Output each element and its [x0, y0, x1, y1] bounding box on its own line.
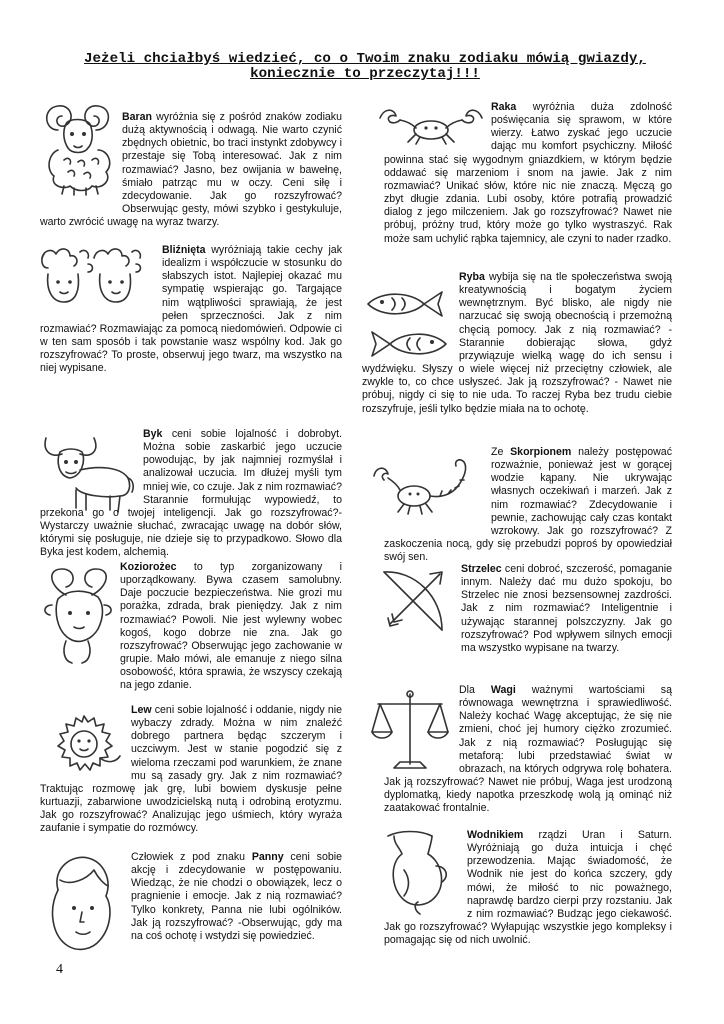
sign-text-blizneta: wyróżniają takie cechy jak idealizm i współczucie w stosunku do słabszych istot. Najlepiej okazać mu sympatię wspierając go. Targające nim wątpliwości sprawiają, że jest pełen sprzeczności. Jak z nim rozmawiać? Rozmawiając za pomocą niedomówień. Odpowie ci w ten sam sposób i tak powstanie wasz wspólny kod. Jak go rozszyfrować? To proste, obserwuj jego twarz, ma wszystko na niej wypisane. [40, 244, 342, 375]
sign-byk [40, 428, 342, 560]
title-line-1: Jeżeli chciałbyś wiedzieć, co o Twoim znaku zodiaku mówią gwiazdy, [84, 51, 646, 67]
sign-blizneta [40, 244, 342, 376]
sign-prefix-skorpion: Ze [491, 446, 511, 458]
sign-name-wodnik: Wodnikiem [467, 829, 524, 841]
page-title [40, 52, 690, 82]
sign-text-wodnik: rządzi Uran i Saturn. Wyróżniają go duża intuicja i chęć przewodzenia. Mając świadomość, że Wodnik nie jest do końca szczery, gdy mówi, że miłość to nic poważnego, naprawdę bardzo cierpi przy rozstaniu. Jak z nim rozmawiać? Budząc jego ciekawość. Jak go rozszyfrować? Wyłapując wszystkie jego kompleksy i pomagając się od nich uwolnić. [384, 829, 672, 947]
sign-prefix-panna: Człowiek z pod znaku [131, 851, 252, 863]
sign-wodnik [384, 829, 672, 947]
sign-baran-intro [40, 111, 342, 229]
page-number: 4 [56, 962, 63, 977]
sign-name-lew: Lew [131, 704, 152, 716]
sign-name-koziorozec: Koziorożec [120, 561, 177, 573]
sign-text-ryba: wybija się na tle społeczeństwa swoją kreatywnością i bogatym życiem wewnętrznym. Być blisko, ale nigdy nie narzucać się swoją obecnością i przemożną chęcią pomocy. Jak z nią rozmawiać? - Starannie dobierając słowa, gdyż przywiązuje wielką wagę do ich sensu i wydźwięku. Słyszy o wiele więcej niż przeciętny człowiek, ale zwykle to, co chce usłyszeć. Jak ją rozszyfrować? - Nawet nie próbuj, nigdy ci się to nie uda. To raczej Ryba bez trudu ciebie rozszyfruje, jeśli tylko będzie miała na to ochotę. [362, 271, 672, 415]
sign-text-byk: ceni sobie lojalność i dobrobyt. Można sobie zaskarbić jego uczucie powodując, by jak najmniej rozmyślał i analizował uczucia. Im dłużej myśli tym mniej wie, co czuje. Jak z nim rozmawiać? Starannie formułując wypowiedź, to przekona go o twojej inteligencji. Jak go rozszyfrować?- Wystarczy uważnie słuchać, zwracając uwagę na dobór słów, którymi się posługuje, nie dzieje się to przypadkowo. Słowo dla Byka jest kodem, alchemią. [40, 428, 342, 559]
sign-text-panna: ceni sobie akcję i zdecydowanie w postępowaniu. Wiedząc, że nie chodzi o obowiązek, lecz o pragnienie i emocje. Jak z nią rozmawiać? Tylko konkrety, Panna nie lubi ogólników. Jak ją rozszyfrować? -Obserwując, gdy ma na coś ochotę i wstydzi się powiedzieć. [131, 851, 342, 942]
sign-lew [40, 704, 342, 836]
sign-panna [40, 851, 342, 951]
sign-text-rak: wyróżnia duża zdolność poświęcania się sprawom, w które wierzy. Łatwo zyskać jego uczucie dając mu komfort psychiczny. Miłość powinna stać się wygodnym gniazdkiem, w którym będzie oddawać się marzeniom i snom na jawie. Jak z nim rozmawiać? Unikać słów, które nic nie znaczą. Męczą go zbyt długie zdania. Lubi osoby, które potrafią prowadzić dialog z jego milczeniem. Jak go rozszyfrować? Nawet nie próbuj, próżny trud, który może go tylko wystraszyć. Rak może sam uchylić rąbka tajemnicy, ale czyni to nader rzadko. [384, 101, 672, 245]
sign-text-waga: ważnymi wartościami są równowaga wewnętrzna i sprawiedliwość. Należy kochać Wagę akceptując, że się nie zmieni, choć jej humory ciężko zrozumieć. Jak z nią rozmawiać? Posługując się metaforą: lubi przedstawiać świat w obrazach, na których odgrywa rolę bohatera. Jak ją rozszyfrować? Nawet nie próbuj, Waga jest urodzoną dyplomatką, kiedy napotka przeszkodę wolą ją ominąć niż zaatakować frontalnie. [384, 684, 672, 815]
sign-name-skorpion: Skorpionem [510, 446, 572, 458]
sign-prefix-waga: Dla [459, 684, 491, 696]
title-line-2: koniecznie to przeczytaj!!! [250, 66, 480, 82]
sign-name-ryba: Ryba [459, 271, 485, 283]
sign-text-koziorozec: to typ zorganizowany i uporządkowany. Bywa czasem samolubny. Daje poczucie bezpieczeństwa. Nie grozi mu porażka, zdrada, brak pieniędzy. Jak z nim rozmawiać? Powoli. Nie jest wylewny wobec kogoś, kogo dobrze nie zna. Jak go rozszyfrować? Obserwując jego zachowanie w grupie. Mało mówi, ale emanuje z niego silna osobowość, która sprawia, że wszyscy czekają na jego zdanie. [120, 561, 342, 692]
sign-skorpion [384, 446, 672, 564]
sign-name-byk: Byk [143, 428, 163, 440]
sign-name-panna: Panny [251, 851, 284, 863]
sign-name-blizneta: Bliźnięta [162, 244, 206, 256]
sign-waga [384, 684, 672, 816]
sign-rak [384, 101, 672, 246]
sign-koziorozec [40, 561, 342, 693]
sign-strzelec [384, 563, 672, 667]
sign-text-skorpion: należy postępować rozważnie, ponieważ jest w gorącej wodzie kąpany. Nie ukrywając własnych oczekiwań i marzeń. Jak z nim rozmawiać? Zdecydowanie i pewnie, zachowując cały czas kontakt wzrokowy. Jak go rozszyfrować? Z zaskoczenia nocą, gdy się przebudzi poproś by opowiedział swój sen. [384, 446, 672, 564]
sign-text-strzelec: ceni dobroć, szczerość, pomaganie innym. Należy dać mu dużo spokoju, bo Strzelec nie znosi bezsensownej zazdrości. Jak z nim rozmawiać? Inteligentnie i używając starannej polszczyzny. Jak go rozszyfrować? Pod wpływem silnych emocji ma wszystko wypisane na twarzy. [461, 563, 672, 654]
sign-name-waga: Wagi [490, 684, 516, 696]
sign-ryba [362, 271, 672, 416]
sign-text-lew: ceni sobie lojalność i oddanie, nigdy nie wybaczy zdrady. Można w nim znaleźć dobrego partnera będąc szczerym i uczciwym. Jest w stanie pogodzić się z wieloma rzeczami pod warunkiem, że znane mu są zasady gry. Jak z nim rozmawiać? Traktując rozmowę jak grę, lubi bowiem dyskusje pełne kurtuazji, zabarwione uwodzicielską nutą i odrobiną erotyzmu. Jak go rozszyfrować? Analizując jego uśmiech, który wyraża zaufanie i sympatie do rozmówcy. [40, 704, 342, 835]
sign-name-rak: Raka [491, 101, 517, 113]
sign-name-baran: Baran [122, 111, 153, 123]
sign-text-baran: wyróżnia się z pośród znaków zodiaku dużą aktywnością i odwagą. Nie warto czynić zbędnych obietnic, bo traci instynkt zdobywcy i przestaje się Tobą interesować. Jak z nim rozmawiać? Jasno, bez owijania w bawełnę, śmiało patrząc mu w oczy. Ceni siłę i zdecydowanie. Jak go rozszyfrować? Obserwując gesty, mówi szybko i gestykuluje, warto zwrócić uwagę na wyraz twarzy. [40, 111, 342, 229]
sign-name-strzelec: Strzelec [461, 563, 502, 575]
